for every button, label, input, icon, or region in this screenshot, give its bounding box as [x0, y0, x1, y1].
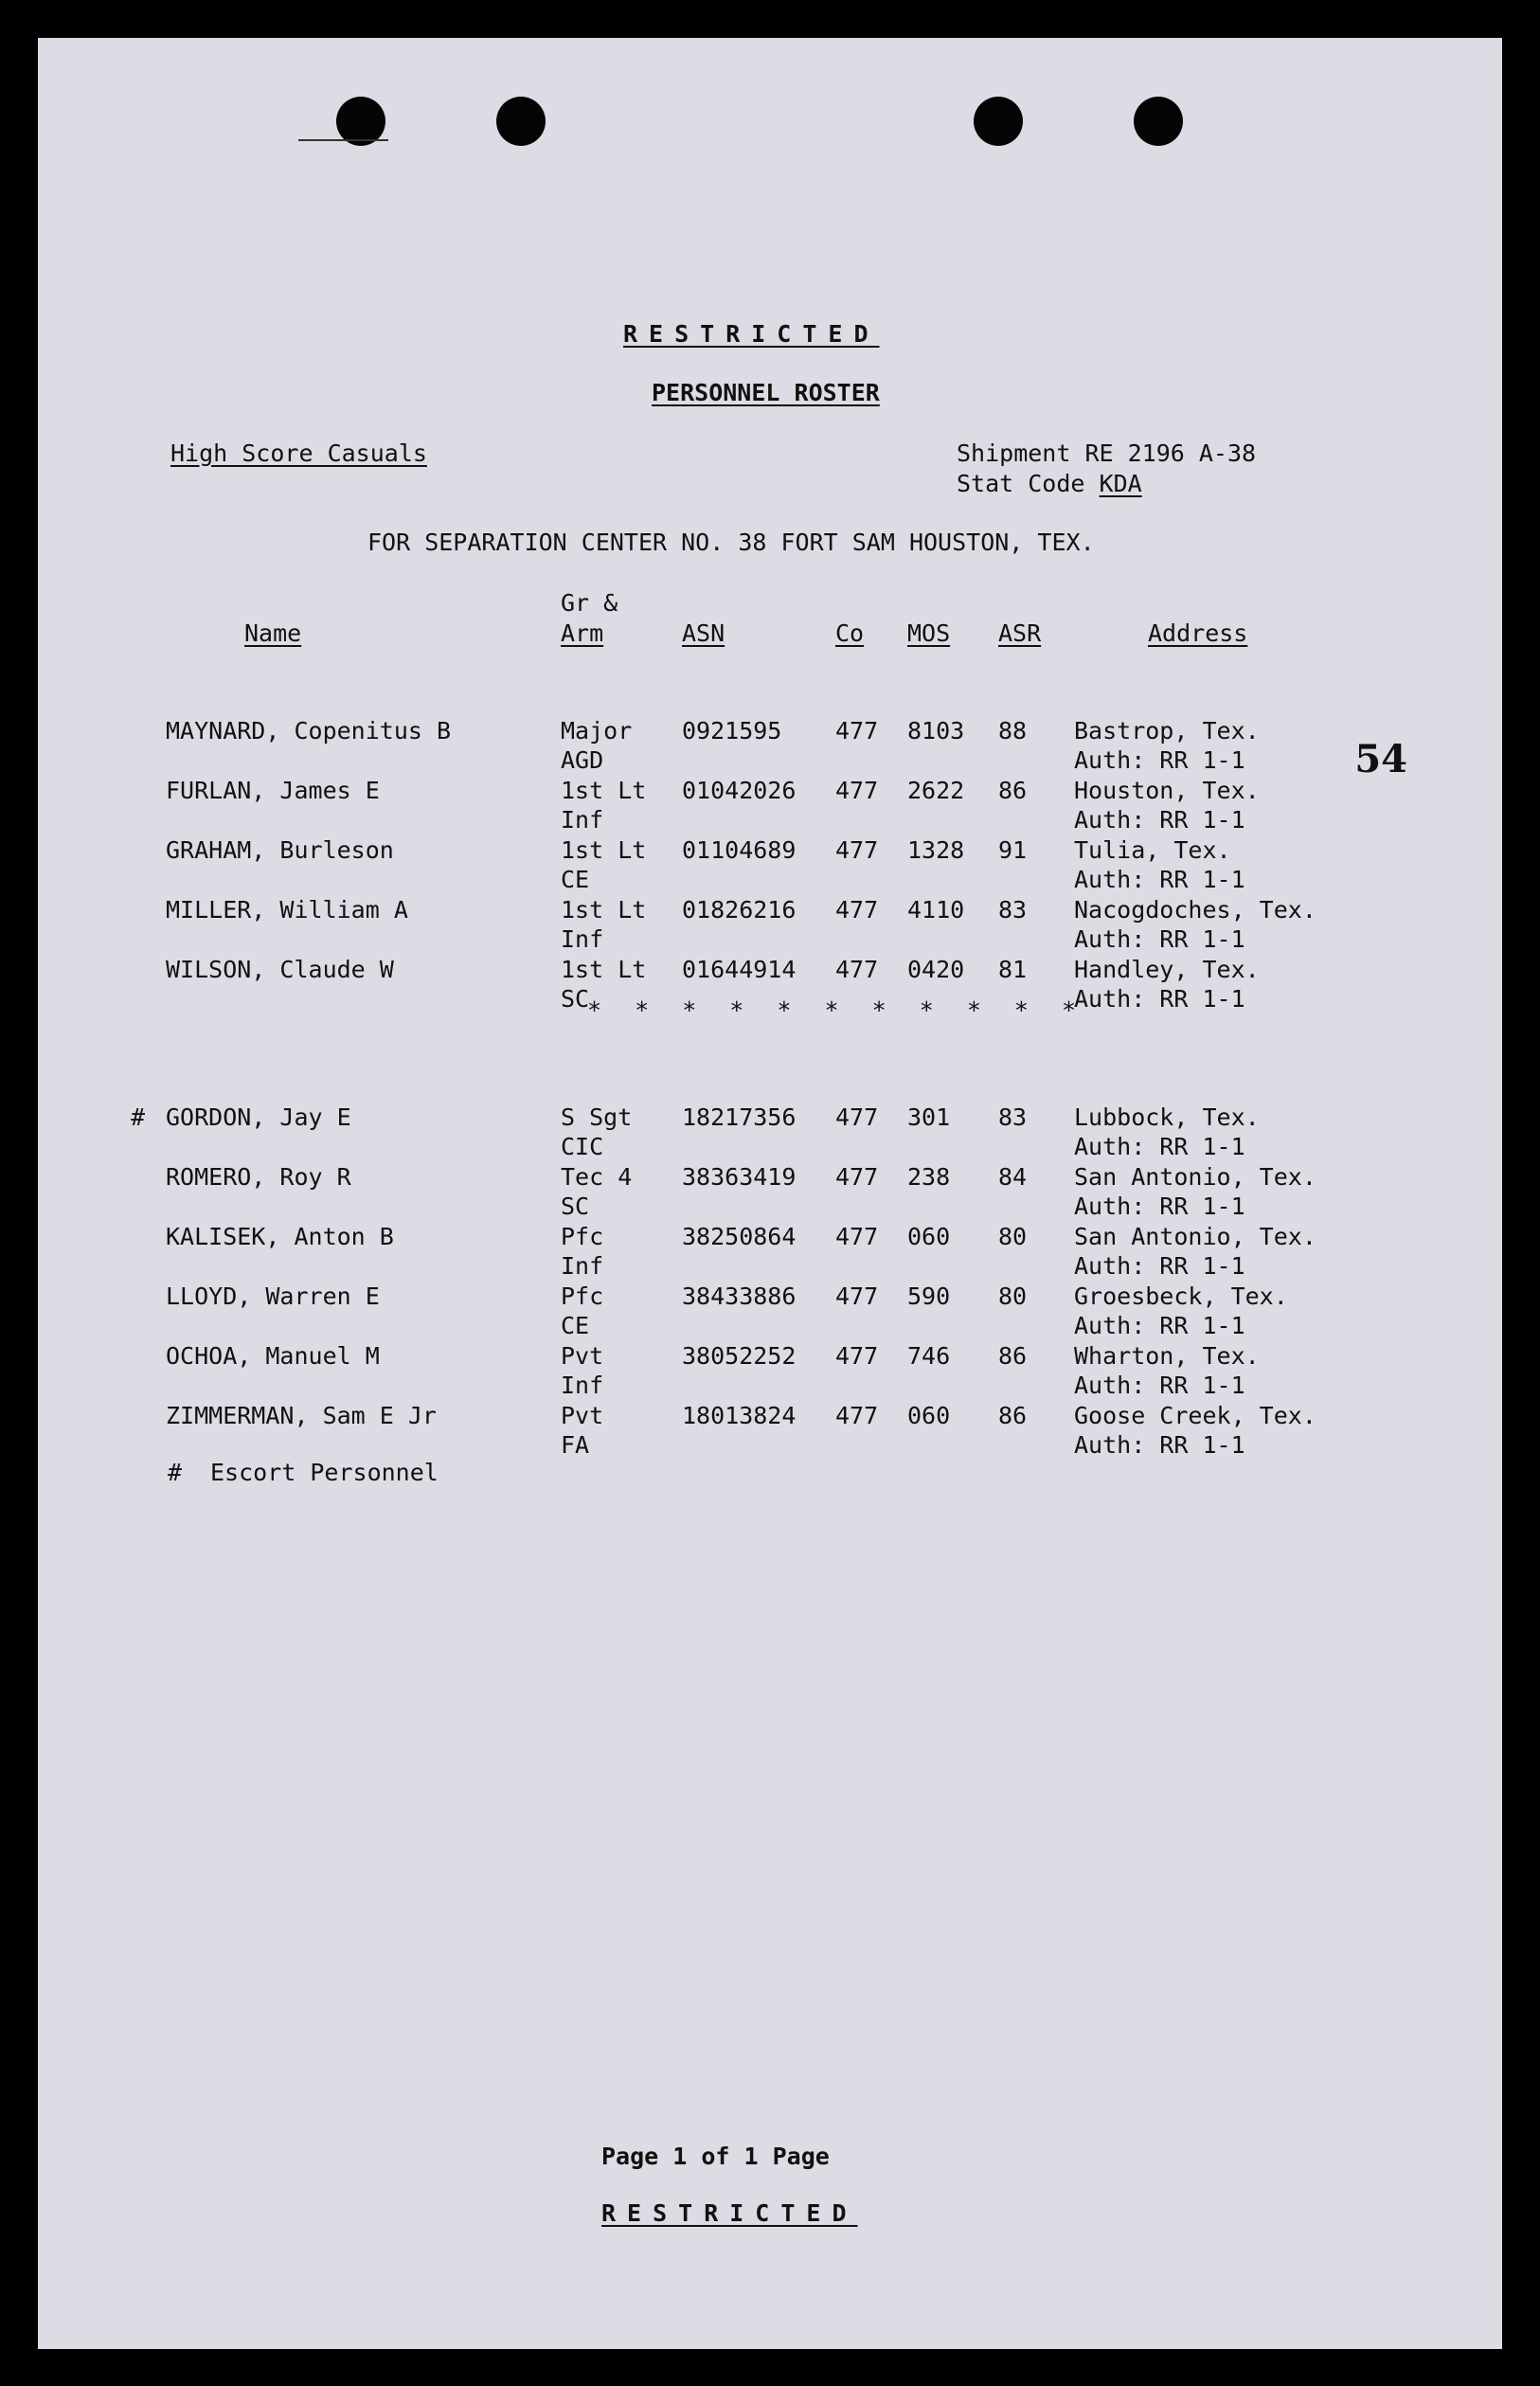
table-row: [38, 1162, 1502, 1223]
cell-asr: 88: [998, 717, 1028, 745]
cell-asr: 86: [998, 1342, 1028, 1370]
cell-name: LLOYD, Warren E: [166, 1283, 380, 1310]
cell-grade: Pvt: [561, 1342, 604, 1370]
table-row: [38, 776, 1502, 836]
cell-grade: Pfc: [561, 1223, 604, 1250]
cell-city: Goose Creek, Tex.: [1074, 1402, 1316, 1429]
cell-asr: 80: [998, 1223, 1028, 1250]
cell-asr: 81: [998, 956, 1028, 983]
cell-asr: 86: [998, 1402, 1028, 1429]
cell-name: ZIMMERMAN, Sam E Jr: [166, 1402, 437, 1429]
cell-asn: 18217356: [682, 1103, 797, 1131]
section-separator: * * * * * * * * * * *: [587, 996, 1086, 1024]
stray-mark: [298, 139, 388, 141]
cell-mos: 4110: [907, 896, 965, 924]
col-header-grade-bottom: Arm: [561, 619, 604, 647]
cell-arm: CIC: [561, 1133, 604, 1160]
footnote-mark: #: [168, 1459, 183, 1486]
table-row: [38, 895, 1502, 956]
cell-mos: 8103: [907, 717, 965, 745]
cell-grade: Pfc: [561, 1283, 604, 1310]
cell-city: Lubbock, Tex.: [1074, 1103, 1260, 1131]
cell-co: 477: [835, 1223, 879, 1250]
cell-co: 477: [835, 1103, 879, 1131]
cell-auth: Auth: RR 1-1: [1074, 1252, 1245, 1280]
cell-auth: Auth: RR 1-1: [1074, 925, 1245, 953]
table-row: [38, 835, 1502, 896]
cell-mos: 060: [907, 1402, 951, 1429]
cell-asn: 18013824: [682, 1402, 797, 1429]
cell-city: San Antonio, Tex.: [1074, 1163, 1316, 1191]
cell-mos: 060: [907, 1223, 951, 1250]
cell-asn: 38250864: [682, 1223, 797, 1250]
cell-name: MAYNARD, Copenitus B: [166, 717, 452, 745]
document-page: [38, 38, 1502, 2349]
cell-name: GORDON, Jay E: [166, 1103, 351, 1131]
cell-arm: CE: [561, 866, 590, 893]
cell-auth: Auth: RR 1-1: [1074, 1431, 1245, 1459]
cell-mos: 0420: [907, 956, 965, 983]
cell-arm: SC: [561, 985, 590, 1013]
cell-arm: CE: [561, 1312, 590, 1339]
cell-grade: 1st Lt: [561, 956, 647, 983]
group-label: High Score Casuals: [170, 440, 427, 467]
cell-name: FURLAN, James E: [166, 777, 380, 804]
cell-asn: 01104689: [682, 836, 797, 864]
classification-top: RESTRICTED: [623, 320, 880, 348]
table-row: [38, 1103, 1502, 1163]
cell-mos: 746: [907, 1342, 951, 1370]
cell-mos: 2622: [907, 777, 965, 804]
cell-name: MILLER, William A: [166, 896, 408, 924]
cell-arm: Inf: [561, 1372, 604, 1399]
col-header-address: Address: [1148, 619, 1248, 647]
page-number: Page 1 of 1 Page: [601, 2143, 830, 2170]
col-header-grade-top: Gr &: [561, 589, 618, 617]
cell-arm: Inf: [561, 806, 604, 834]
cell-auth: Auth: RR 1-1: [1074, 1372, 1245, 1399]
cell-asn: 01826216: [682, 896, 797, 924]
cell-asn: 38433886: [682, 1283, 797, 1310]
cell-auth: Auth: RR 1-1: [1074, 1193, 1245, 1220]
table-row: [38, 1282, 1502, 1342]
cell-asr: 83: [998, 1103, 1028, 1131]
col-header-asn: ASN: [682, 619, 725, 647]
cell-arm: Inf: [561, 925, 604, 953]
cell-city: Groesbeck, Tex.: [1074, 1283, 1288, 1310]
document-title: PERSONNEL ROSTER: [652, 379, 880, 406]
cell-city: San Antonio, Tex.: [1074, 1223, 1316, 1250]
cell-grade: 1st Lt: [561, 896, 647, 924]
cell-city: Handley, Tex.: [1074, 956, 1260, 983]
cell-co: 477: [835, 896, 879, 924]
stat-code-value: KDA: [1099, 470, 1142, 497]
cell-grade: S Sgt: [561, 1103, 633, 1131]
punch-hole-3: [974, 97, 1023, 146]
cell-co: 477: [835, 777, 879, 804]
cell-grade: 1st Lt: [561, 777, 647, 804]
shipment-label: Shipment RE 2196 A-38: [957, 440, 1257, 467]
stat-code-label: Stat Code: [957, 470, 1100, 497]
cell-mark: #: [131, 1103, 146, 1131]
cell-asr: 91: [998, 836, 1028, 864]
col-header-co: Co: [835, 619, 865, 647]
cell-co: 477: [835, 956, 879, 983]
cell-asr: 86: [998, 777, 1028, 804]
classification-bottom: RESTRICTED: [601, 2199, 858, 2227]
cell-name: WILSON, Claude W: [166, 956, 394, 983]
cell-name: KALISEK, Anton B: [166, 1223, 394, 1250]
cell-co: 477: [835, 1342, 879, 1370]
col-header-mos: MOS: [907, 619, 951, 647]
cell-asr: 84: [998, 1163, 1028, 1191]
cell-auth: Auth: RR 1-1: [1074, 746, 1245, 774]
table-row: [38, 1401, 1502, 1462]
cell-arm: AGD: [561, 746, 604, 774]
cell-co: 477: [835, 1283, 879, 1310]
cell-arm: SC: [561, 1193, 590, 1220]
cell-auth: Auth: RR 1-1: [1074, 985, 1245, 1013]
cell-arm: Inf: [561, 1252, 604, 1280]
col-header-asr: ASR: [998, 619, 1042, 647]
cell-city: Bastrop, Tex.: [1074, 717, 1260, 745]
stat-code-line: [957, 470, 1142, 497]
table-row: [38, 716, 1502, 777]
punch-hole-2: [496, 97, 546, 146]
col-header-name: Name: [244, 619, 302, 647]
cell-asn: 01042026: [682, 777, 797, 804]
cell-auth: Auth: RR 1-1: [1074, 866, 1245, 893]
cell-mos: 1328: [907, 836, 965, 864]
cell-mos: 301: [907, 1103, 951, 1131]
cell-mos: 590: [907, 1283, 951, 1310]
cell-asn: 38052252: [682, 1342, 797, 1370]
table-row: [38, 1341, 1502, 1402]
table-row: [38, 1222, 1502, 1283]
destination-line: FOR SEPARATION CENTER NO. 38 FORT SAM HOUSTON, TEX.: [367, 529, 1095, 556]
cell-city: Houston, Tex.: [1074, 777, 1260, 804]
cell-name: OCHOA, Manuel M: [166, 1342, 380, 1370]
cell-auth: Auth: RR 1-1: [1074, 1312, 1245, 1339]
cell-asr: 83: [998, 896, 1028, 924]
cell-grade: Major: [561, 717, 633, 745]
cell-co: 477: [835, 1402, 879, 1429]
cell-grade: 1st Lt: [561, 836, 647, 864]
cell-mos: 238: [907, 1163, 951, 1191]
cell-asn: 01644914: [682, 956, 797, 983]
cell-name: ROMERO, Roy R: [166, 1163, 351, 1191]
cell-asn: 0921595: [682, 717, 782, 745]
cell-co: 477: [835, 717, 879, 745]
punch-hole-4: [1134, 97, 1183, 146]
cell-co: 477: [835, 1163, 879, 1191]
cell-city: Nacogdoches, Tex.: [1074, 896, 1316, 924]
cell-auth: Auth: RR 1-1: [1074, 806, 1245, 834]
footnote-text: Escort Personnel: [210, 1459, 439, 1486]
cell-grade: Pvt: [561, 1402, 604, 1429]
cell-auth: Auth: RR 1-1: [1074, 1133, 1245, 1160]
cell-asn: 38363419: [682, 1163, 797, 1191]
cell-asr: 80: [998, 1283, 1028, 1310]
cell-city: Tulia, Tex.: [1074, 836, 1231, 864]
cell-grade: Tec 4: [561, 1163, 633, 1191]
cell-city: Wharton, Tex.: [1074, 1342, 1260, 1370]
cell-name: GRAHAM, Burleson: [166, 836, 394, 864]
page-stamp-number: 54: [1354, 737, 1407, 781]
cell-arm: FA: [561, 1431, 590, 1459]
cell-co: 477: [835, 836, 879, 864]
